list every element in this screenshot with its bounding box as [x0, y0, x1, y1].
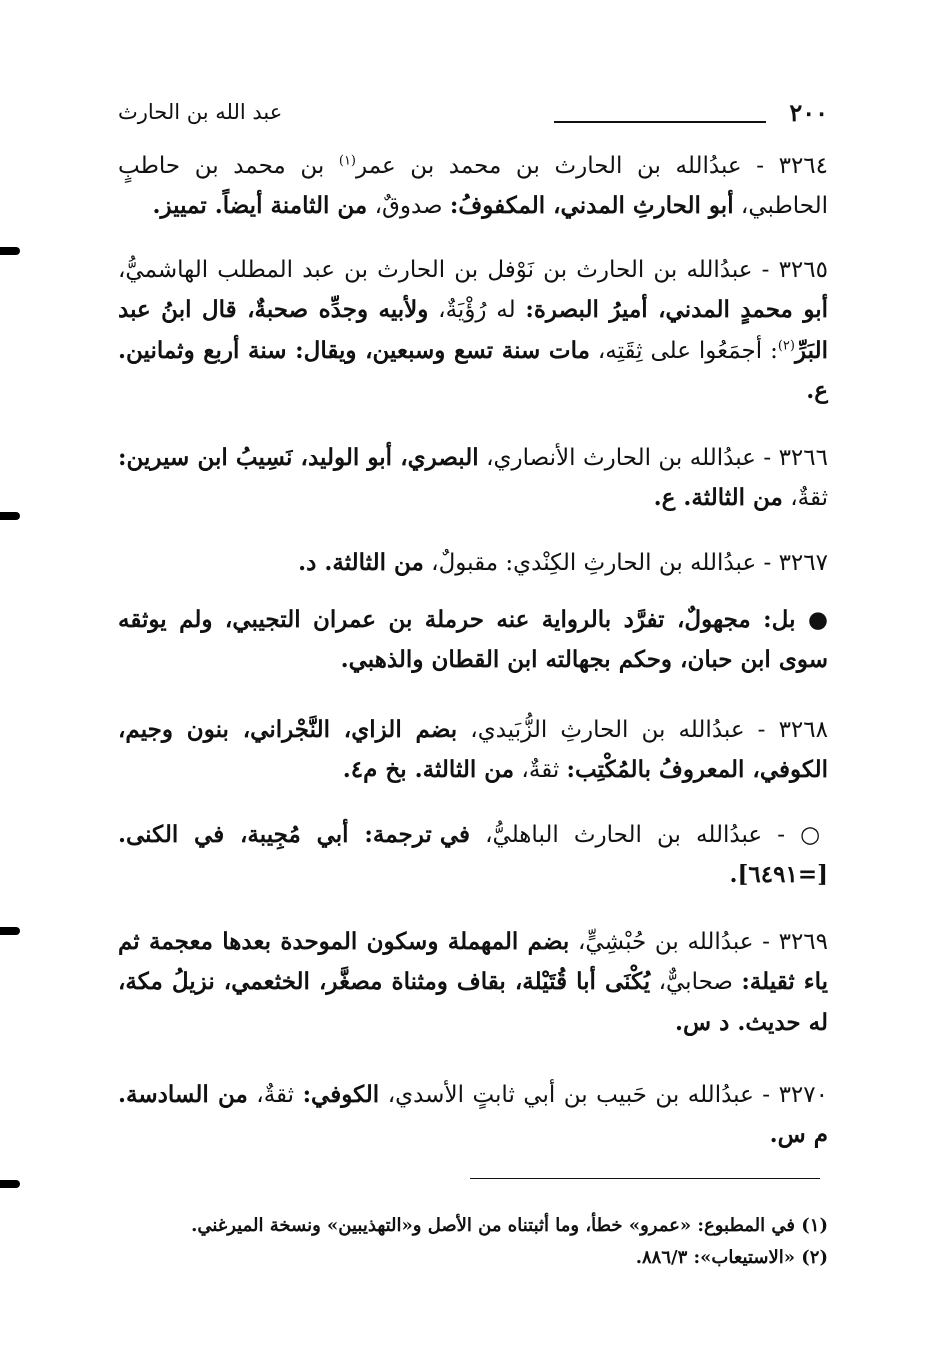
entry-text-run: من السادسة. م س. [118, 1081, 828, 1149]
entry-text-run: ثقةٌ، [782, 485, 828, 512]
entry-3270 [118, 1075, 828, 1156]
entry-text-run: ثقةٌ، [247, 1082, 303, 1108]
margin-mark [0, 512, 20, 520]
entry-text-run: بن محمد بن حاطبٍ الحاطبي، [118, 153, 828, 220]
entry-text-run: البصري، أبو الوليد، نَسِيبُ ابن سيرين: [118, 444, 479, 471]
cross-reference-bahili [118, 815, 828, 896]
page-header [118, 98, 828, 134]
entry-text-run: أبو الحارثِ المدني، المكفوفُ: [449, 192, 734, 220]
footnote-rule [470, 1178, 820, 1179]
entry-text-run: ٣٢٦٦ - عبدُالله بن الحارث الأنصاري، [478, 445, 828, 471]
entry-text-run: بضم المهملة وسكون الموحدة بعدها معجمة ثم ياء ثقيلة: [118, 928, 828, 996]
entry-text-run: له رُؤْيَةٌ، [428, 297, 526, 324]
entry-3269 [118, 922, 828, 1043]
footnote-marker: (٢) [777, 337, 795, 353]
entry-text-run: ولأبيه وجدِّه صحبةٌ، قال ابنُ عبد البَرِّ [118, 296, 828, 364]
entry-text-run: ٣٢٦٩ - عبدُالله بن حُبْشِيٍّ، [569, 929, 829, 955]
entry-3265 [118, 250, 828, 411]
entry-text-run: صحابيٌّ، [650, 969, 742, 996]
entry-3268 [118, 710, 828, 791]
entry-3264 [118, 146, 828, 227]
header-rule [554, 121, 766, 123]
entry-text-run: أبو محمدٍ المدني، أميرُ البصرة: [525, 296, 828, 324]
entry-text-run: مات سنة تسع وسبعين، ويقال: سنة أربع وثمانين. ع. [118, 336, 828, 404]
entry-text-run: ٣٢٧٠ - عبدُالله بن حَبيب بن أبي ثابتٍ الأسدي، [379, 1082, 828, 1108]
entry-text-run: الكوفي: [302, 1081, 380, 1108]
margin-mark [0, 247, 20, 255]
margin-mark [0, 1180, 20, 1188]
entry-3267 [118, 543, 828, 583]
editor-note-3267 [118, 600, 828, 681]
entry-text-run: من الثامنة أيضاً. تمييز. [152, 192, 368, 220]
entry-text-run: بضم الزاي، النَّجْراني، بنون وجيم، الكوفي، المعروفُ بالمُكْتِب: [118, 716, 828, 784]
footnote-1: (١) في المطبوع: «عمرو» خطأ، وما أثبتناه من الأصل و«التهذيبين» ونسخة الميرغني. [191, 1215, 828, 1236]
entry-text-run: ● بل: مجهولٌ، تفرَّد بالرواية عنه حرملة بن عمران التجيبي، ولم يوثقه سوى ابن حبان، وحكم بجهالته ابن القطان والذهبي. [118, 606, 828, 674]
entry-text-run: ٣٢٦٥ - عبدُالله بن الحارث بن نَوْفل بن الحارث بن عبد المطلب الهاشميُّ، [118, 257, 828, 283]
footnotes [118, 1210, 828, 1275]
entry-text-run: ٣٢٦٨ - عبدُالله بن الحارثِ الزُّبَيدي، [457, 717, 828, 743]
entry-text-run: : أجمَعُوا على ثِقَتِه، [589, 337, 778, 364]
footnote-marker: (١) [338, 153, 356, 169]
entry-text-run: من الثالثة. ع. [653, 484, 783, 512]
footnote-2: (٢) «الاستيعاب»: ٨٨٦/٣. [635, 1247, 828, 1269]
entry-text-run: ثقةٌ، [514, 757, 567, 784]
entry-text-run: من الثالثة. د. [298, 549, 424, 576]
entry-text-run: من الثالثة. بخ م٤. [342, 756, 515, 784]
entry-3266 [118, 438, 828, 519]
entry-text-run: يُكْنَى أبا قُتَيْلة، بقاف ومثناة مصغَّر، الخثعمي، نزيلُ مكة، له حديث. د س. [118, 968, 828, 1036]
margin-mark [0, 927, 20, 935]
running-title: عبد الله بن الحارث [118, 100, 283, 124]
entry-text-run: ٣٢٦٧ - عبدُالله بن الحارثِ الكِنْدي: مقبولٌ، [423, 550, 828, 576]
entry-text-run: صدوقٌ، [367, 193, 450, 220]
entry-text-run: ○ - عبدُالله بن الحارث الباهليُّ، [469, 822, 828, 848]
entry-text-run: في ترجمة: أبي مُجِيبة، في الكنى. [=٦٤٩١]. [118, 821, 828, 889]
page-number: ٢٠٠ [789, 98, 828, 127]
entry-text-run: ٣٢٦٤ - عبدُالله بن الحارث بن محمد بن عمر [356, 153, 829, 179]
